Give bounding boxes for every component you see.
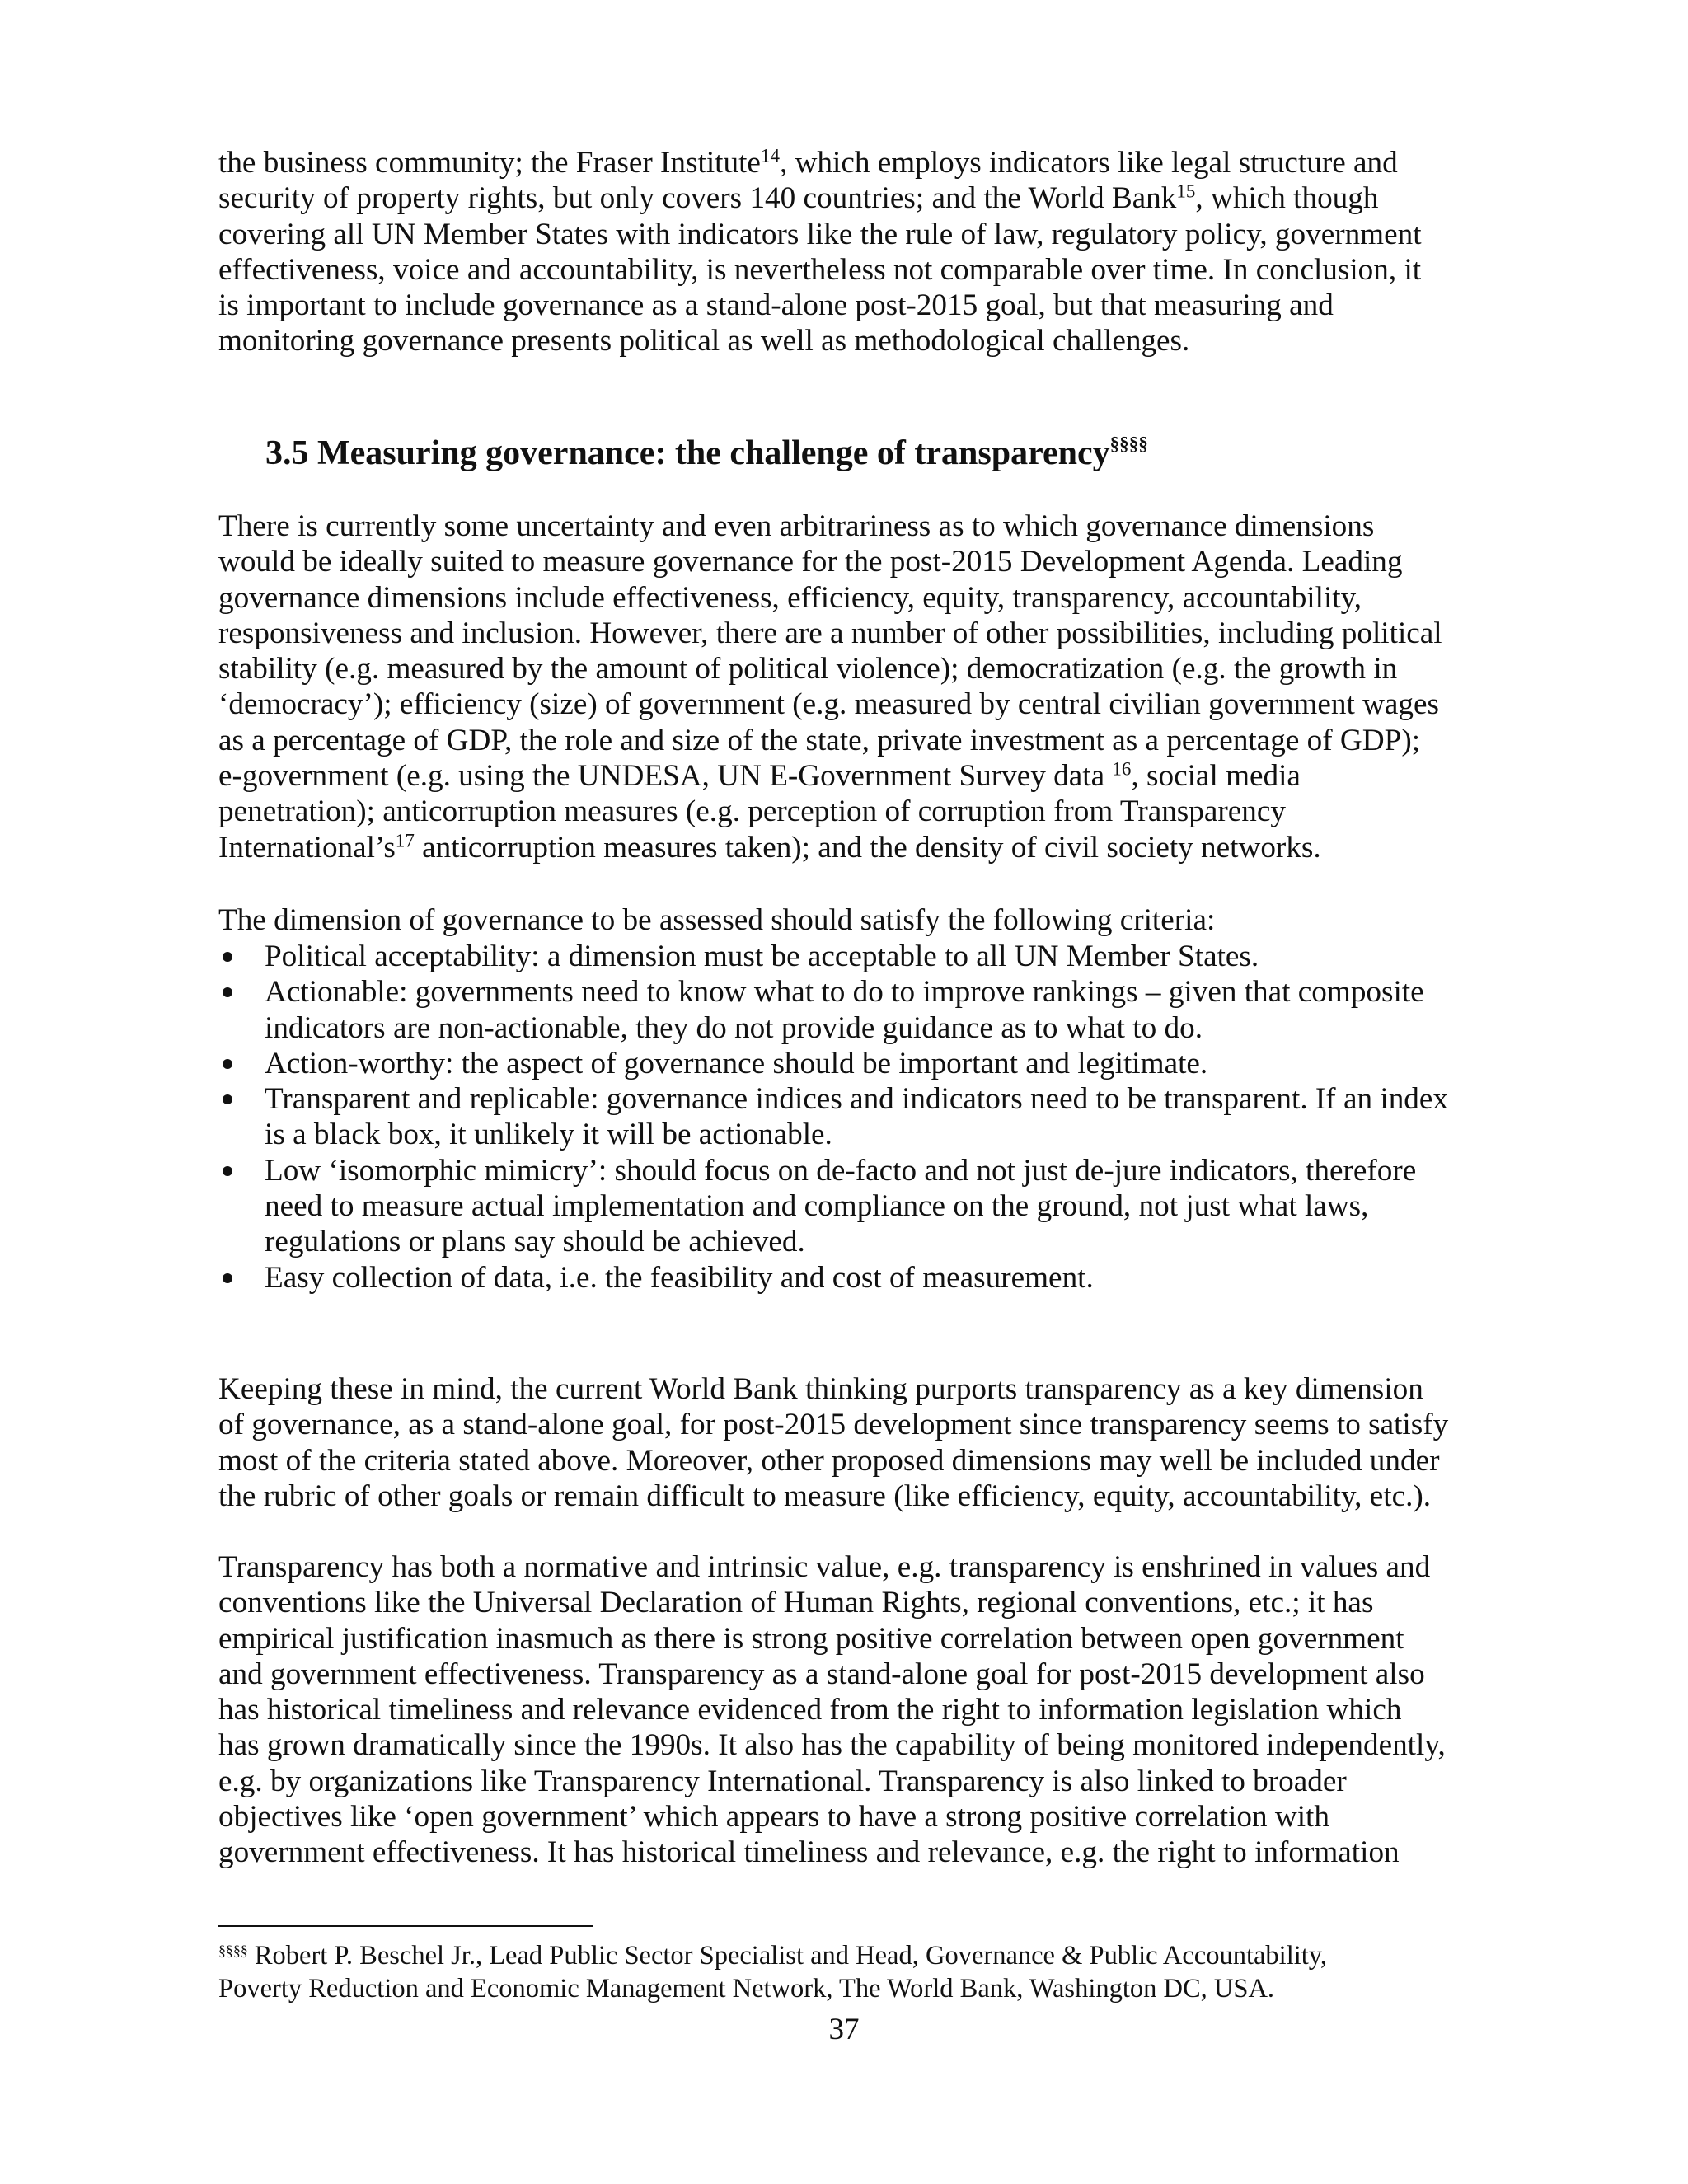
text-line: the business community; the Fraser Institute$^{14}$, which employs indicators like legal structure and	[218, 144, 1398, 180]
bullet-icon	[223, 1273, 232, 1283]
footnote-line: §§§§ Robert P. Beschel Jr., Lead Public Sector Specialist and Head, Governance & Public Accountability,	[218, 1941, 1328, 1971]
page-number: 37	[828, 2013, 860, 2046]
text-line: government effectiveness. It has historical timeliness and relevance, e.g. the right to information	[218, 1835, 1400, 1870]
footnote-ref: 17	[395, 829, 415, 851]
list-item: Actionable: governments need to know what to do to improve rankings – given that composite indicators are non-actionable, they do not provide guidance as to what to do.	[218, 974, 1504, 1046]
bullet-icon	[223, 1166, 232, 1176]
text-line: e.g. by organizations like Transparency International. Transparency is also linked to broader	[218, 1764, 1347, 1798]
footnote	[218, 1939, 1327, 2005]
bullet-icon	[223, 1094, 232, 1104]
text-line: responsiveness and inclusion. However, there are a number of other possibilities, including political	[218, 616, 1442, 650]
bullet-icon	[223, 952, 232, 962]
footnote-ref: 16	[1112, 757, 1132, 780]
text-line: conventions like the Universal Declaration of Human Rights, regional conventions, etc.; it has	[218, 1586, 1374, 1620]
text-line: objectives like ‘open government’ which appears to have a strong positive correlation with	[218, 1800, 1329, 1835]
list-item: Transparent and replicable: governance indices and indicators need to be transparent. If an index is a black box, it unlikely it will be actionable.	[218, 1081, 1504, 1153]
footnote-separator	[218, 1925, 593, 1927]
text-line: governance dimensions include effectiveness, efficiency, equity, transparency, accountability,	[218, 580, 1362, 615]
heading-footnote-marker: §§§§	[1109, 432, 1148, 454]
text-line: $International’s^{17}$ anticorruption measures taken); and the density of civil society networks.	[218, 829, 1321, 865]
text-line: effectiveness, voice and accountability, is nevertheless not comparable over time. In conclusion, it	[218, 252, 1422, 287]
text-line: of governance, as a stand-alone goal, for post-2015 development since transparency seems to satisfy	[218, 1408, 1449, 1442]
paragraph-transparency	[218, 1549, 1488, 1871]
paragraph-keeping	[218, 1371, 1488, 1514]
text-line: security of property rights, but only covers 140 countries; and the World Bank$^{15}$, which though	[218, 180, 1379, 216]
text-line: has historical timeliness and relevance evidenced from the right to information legislation which	[218, 1693, 1402, 1727]
list-item: Easy collection of data, i.e. the feasibility and cost of measurement.	[218, 1260, 1504, 1296]
text-line: Keeping these in mind, the current World Bank thinking purports transparency as a key dimension	[218, 1372, 1423, 1406]
text-line: is important to include governance as a stand-alone post-2015 goal, but that measuring and	[218, 288, 1334, 323]
text-line: and government effectiveness. Transparency as a stand-alone goal for post-2015 development also	[218, 1657, 1425, 1691]
text-line: penetration); anticorruption measures (e.g. perception of corruption from Transparency	[218, 794, 1286, 829]
footnote-marker: §§§§	[218, 1942, 248, 1959]
top-paragraph	[218, 145, 1488, 359]
text-line: would be ideally suited to measure governance for the post-2015 Development Agenda. Leading	[218, 545, 1403, 579]
text-line: Transparency has both a normative and intrinsic value, e.g. transparency is enshrined in values and	[218, 1550, 1431, 1584]
list-item: Action-worthy: the aspect of governance should be important and legitimate.	[218, 1046, 1504, 1081]
footnote-ref: 14	[760, 144, 780, 166]
text-line: covering all UN Member States with indicators like the rule of law, regulatory policy, government	[218, 217, 1422, 251]
text-line: stability (e.g. measured by the amount of political violence); democratization (e.g. the growth in	[218, 652, 1398, 687]
text-line: e-government (e.g. using the UNDESA, UN E-Government Survey data $^{16}$, social media	[218, 757, 1301, 794]
criteria-intro: The dimension of governance to be assessed should satisfy the following criteria:	[218, 903, 1216, 937]
text-line: has grown dramatically since the 1990s. It also has the capability of being monitored independently,	[218, 1728, 1446, 1763]
footnote-line: Poverty Reduction and Economic Management Network, The World Bank, Washington DC, USA.	[218, 1974, 1275, 2004]
text-line: most of the criteria stated above. Moreover, other proposed dimensions may well be included under	[218, 1443, 1440, 1478]
text-line: monitoring governance presents political as well as methodological challenges.	[218, 324, 1190, 359]
text-line: as a percentage of GDP, the role and size of the state, private investment as a percentage of GDP);	[218, 723, 1421, 757]
text-line: ‘democracy’); efficiency (size) of government (e.g. measured by central civilian government wages	[218, 687, 1439, 722]
list-item: Low ‘isomorphic mimicry’: should focus on de-facto and not just de-jure indicators, therefore need to measure actual implementation and compliance on the ground, not just what laws, regulations or plans say should be achieved.	[218, 1153, 1504, 1260]
criteria-list	[218, 939, 1504, 1296]
list-item: Political acceptability: a dimension must be acceptable to all UN Member States.	[218, 939, 1504, 974]
bullet-icon	[223, 1059, 232, 1069]
paragraph-dimensions	[218, 509, 1488, 865]
text-line: empirical justification inasmuch as there is strong positive correlation between open government	[218, 1621, 1404, 1656]
section-heading: 3.5 Measuring governance: the challenge of transparency§§§§	[265, 432, 1148, 472]
text-line: There is currently some uncertainty and even arbitrariness as to which governance dimensions	[218, 509, 1375, 543]
bullet-icon	[223, 987, 232, 997]
text-line: the rubric of other goals or remain difficult to measure (like efficiency, equity, accountability, etc.).	[218, 1479, 1432, 1513]
footnote-ref: 15	[1176, 180, 1196, 202]
